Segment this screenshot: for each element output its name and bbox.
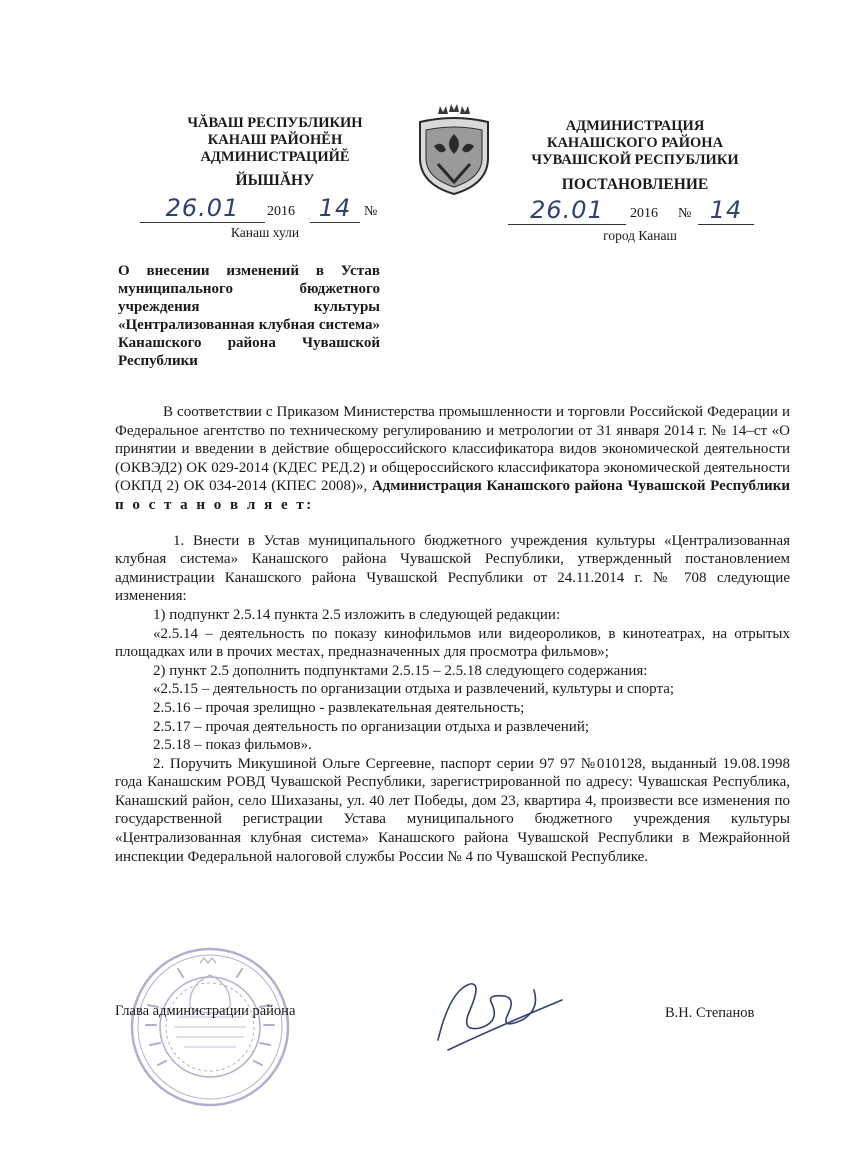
dateline-right: [508, 196, 768, 226]
item-1-sub-2: 2) пункт 2.5 дополнить подпунктами 2.5.15 – 2.5.18 следующего содержания:: [153, 662, 648, 679]
preamble-decision: п о с т а н о в л я е т:: [115, 496, 314, 513]
item-1-sub-2-line1: «2.5.15 – деятельность по организации отдыха и развлечений, культуры и спорта;: [153, 681, 675, 698]
year-right: 2016: [630, 206, 658, 221]
place-right: город Канаш: [603, 228, 677, 243]
number-sign-right: №: [678, 206, 692, 221]
dateline-left: [140, 194, 400, 224]
preamble-text: В соответствии с Приказом Министерства промышленности и торговли Российской Федерации и Федеральное агентство по техническому регулированию и метрологии от 31 января 2014 г. № 14–ст «О принятии и введении в действие общероссийского классификатора видов экономической деятельности (ОКВЭД2) ОК 029-2014 (КДЕС РЕД.2) и общероссийского классификатора экономической деятельности (ОКПД 2) ОК 034-2014 (КПЕС 2008)»,: [115, 404, 790, 495]
item-1-sub-1-text: «2.5.14 – деятельность по показу кинофильмов или видеороликов, в кинотеатрах, на отрытых площадках или в прочих местах, предназначенных для просмотра фильмов»;: [115, 625, 790, 661]
handwritten-date-right: 26.01: [508, 196, 626, 225]
handwritten-number-left: 14: [310, 194, 360, 223]
item-1-sub-2-line2: 2.5.16 – прочая зрелищно - развлекательная деятельность;: [153, 699, 525, 716]
header-right-line1: АДМИНИСТРАЦИЯ: [565, 118, 705, 134]
header-right: [515, 118, 755, 169]
number-sign-left: №: [364, 204, 378, 219]
handwritten-signature: [430, 970, 570, 1055]
document-body: [115, 403, 790, 866]
item-1-sub-2-line4: 2.5.18 – показ фильмов».: [153, 737, 312, 754]
round-seal-stamp: [128, 945, 293, 1110]
year-left: 2016: [267, 204, 295, 219]
preamble-authority: Администрация Канашского района Чувашской Республики: [371, 478, 790, 495]
header-left-line2: КАНАШ РАЙОНĔН: [207, 132, 343, 148]
header-left: [150, 115, 400, 166]
document-subject: О внесении изменений в Устав муниципального бюджетного учреждения культуры «Централизованная клубная система» Канашского района Чувашской Республики: [118, 263, 380, 369]
chuvash-emblem-icon: [408, 100, 500, 198]
doc-type-left: ЙЫШĂНУ: [235, 172, 315, 189]
item-1: 1. Внести в Устав муниципального бюджетного учреждения культуры «Централизованная клубная система» Канашского района Чувашской Республики, утвержденный постановлением администрации Канашского района Чувашской Республики от 24.11.2014 г. № 708 следующие изменения:: [115, 532, 790, 605]
handwritten-date-left: 26.01: [140, 194, 265, 223]
header-left-line3: АДМИНИСТРАЦИЙĔ: [200, 149, 350, 165]
header-right-line2: КАНАШСКОГО РАЙОНА: [546, 135, 724, 151]
handwritten-number-right: 14: [698, 196, 754, 225]
item-1-sub-1: 1) подпункт 2.5.14 пункта 2.5 изложить в следующей редакции:: [153, 606, 561, 623]
item-2: 2. Поручить Микушиной Ольге Сергеевне, паспорт серии 97 97 №010128, выданный 19.08.1998 года Канашским РОВД Чувашской Республики, зарегистрированной по адресу: Чувашская Республика, Канашский район, село Шихазаны, ул. 40 лет Победы, дом 23, квартира 4, произвести все изменения по государственной регистрации Устава муниципального бюджетного учреждения культуры «Централизованная клубная система» Канашского района Чувашской Республики в Межрайонной инспекции Федеральной налоговой службы России № 4 по Чувашской Республике.: [115, 755, 790, 865]
header-right-line3: ЧУВАШСКОЙ РЕСПУБЛИКИ: [531, 152, 739, 168]
signature-name: В.Н. Степанов: [665, 1005, 755, 1021]
item-1-sub-2-line3: 2.5.17 – прочая деятельность по организации отдыха и развлечений;: [153, 718, 590, 735]
place-left: Канаш хули: [230, 225, 300, 240]
signature-position: Глава администрации района: [115, 1003, 296, 1019]
header-left-line1: ЧĂВАШ РЕСПУБЛИКИН: [187, 115, 363, 131]
doc-type-right: ПОСТАНОВЛЕНИЕ: [561, 176, 709, 193]
preamble-paragraph: [115, 403, 790, 515]
